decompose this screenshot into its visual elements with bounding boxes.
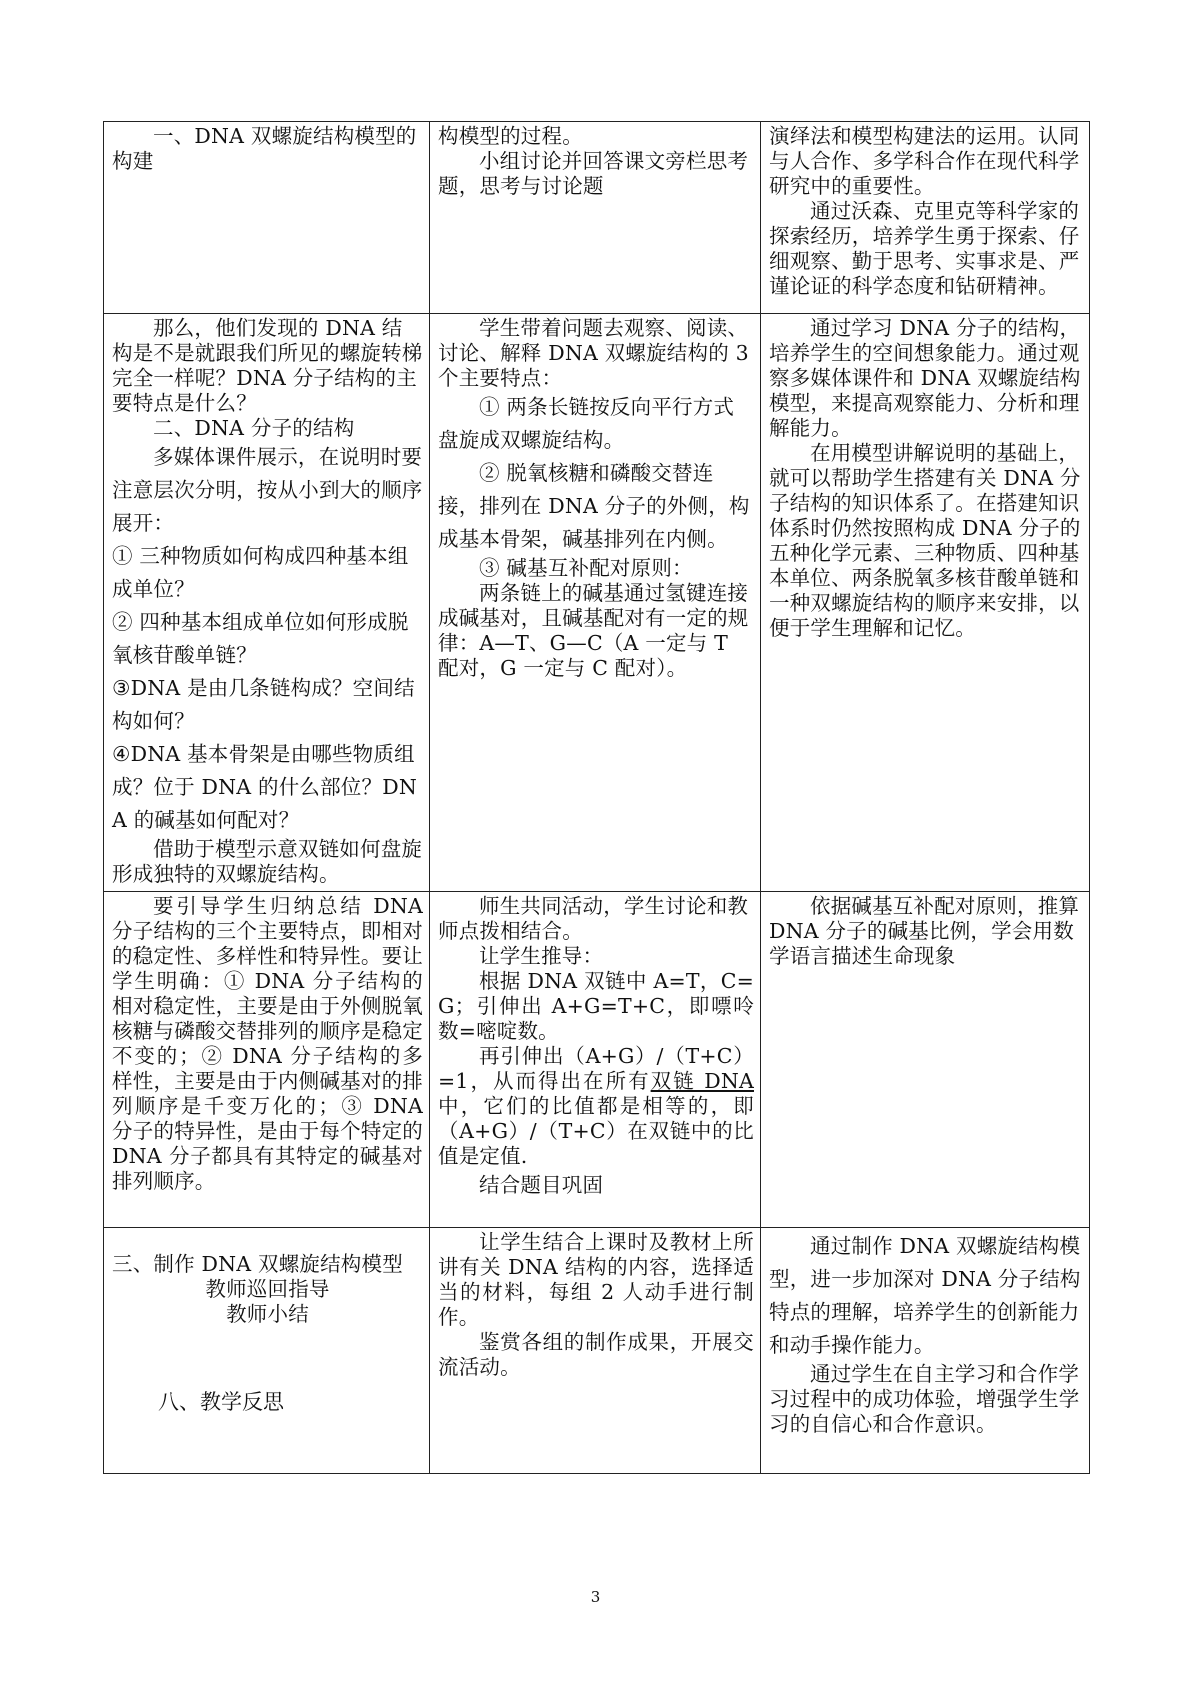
cell-paragraph: 构模型的过程。: [438, 124, 583, 148]
page-number: 3: [590, 1588, 601, 1606]
table-cell-teacher-activity: [104, 122, 430, 314]
cell-paragraph: 二、DNA 分子的结构: [153, 416, 355, 440]
cell-paragraph: 要引导学生归纳总结 DNA 分子结构的三个主要特点，即相对的稳定性、多样性和特异性。要让学生明确：① DNA 分子结构的相对稳定性，主要是由于外侧脱氧核糖与磷酸交替排列的顺序是稳定不变的；② DNA 分子结构的多样性，主要是由于内侧碱基对的排列顺序是千变万化的；③ DNA 分子的特异性，是由于每个特定的 DNA 分子都具有其特定的碱基对排列顺序。: [112, 894, 423, 1193]
table-row: [104, 314, 1090, 892]
table-cell-teacher-activity: [104, 892, 430, 1228]
cell-paragraph: 结合题目巩固: [479, 1173, 604, 1197]
cell-paragraph: 通过学习 DNA 分子的结构，培养学生的空间想象能力。通过观察多媒体课件和 DNA 双螺旋结构模型，来提高观察能力、分析和理解能力。: [769, 316, 1081, 440]
cell-paragraph: 演绎法和模型构建法的运用。认同与人合作、多学科合作在现代科学研究中的重要性。: [769, 124, 1080, 198]
cell-paragraph: 依据碱基互补配对原则，推算 DNA 分子的碱基比例，学会用数学语言描述生命现象: [769, 894, 1080, 968]
underlined-term: 双链 DNA: [650, 1069, 754, 1093]
cell-paragraph: 一、DNA 双螺旋结构模型的构建: [112, 124, 417, 173]
cell-paragraph: 鉴赏各组的制作成果，开展交流活动。: [438, 1330, 754, 1379]
cell-paragraph: [438, 1044, 754, 1169]
table-cell-design-intent: [761, 892, 1090, 1228]
cell-paragraph: 小组讨论并回答课文旁栏思考题，思考与讨论题: [438, 149, 749, 198]
table-cell-student-activity: [430, 122, 761, 314]
table-cell-teacher-activity: [104, 314, 430, 892]
cell-paragraph: 两条链上的碱基通过氢键连接成碱基对，且碱基配对有一定的规律：A—T、G—C（A 一定与 T 配对，G 一定与 C 配对）。: [438, 581, 749, 680]
table-row: [104, 122, 1090, 314]
cell-paragraph: ④DNA 基本骨架是由哪些物质组成？位于 DNA 的什么部位？DNA 的碱基如何配对？: [112, 742, 417, 832]
lesson-plan-table: [103, 121, 1090, 1474]
cell-paragraph: 教师小结: [226, 1302, 309, 1326]
table-cell-student-activity: [430, 1228, 761, 1474]
cell-paragraph: ② 脱氧核糖和磷酸交替连接，排列在 DNA 分子的外侧，构成基本骨架，碱基排列在内侧。: [438, 461, 750, 551]
text-run: 中，它们的比值都是相等的，即（A+G）/（T+C）在双链中的比值是定值.: [438, 1094, 754, 1168]
cell-paragraph: 通过学生在自主学习和合作学习过程中的成功体验，增强学生学习的自信心和合作意识。: [769, 1362, 1080, 1436]
table-cell-student-activity: [430, 314, 761, 892]
cell-paragraph: 借助于模型示意双链如何盘旋形成独特的双螺旋结构。: [112, 837, 423, 886]
table-cell-design-intent: [761, 1228, 1090, 1474]
cell-paragraph: 学生带着问题去观察、阅读、讨论、解释 DNA 双螺旋结构的 3 个主要特点：: [438, 316, 749, 390]
cell-paragraph: 三、制作 DNA 双螺旋结构模型: [112, 1252, 403, 1276]
cell-paragraph: 教师巡回指导: [205, 1277, 330, 1301]
cell-paragraph: ② 四种基本组成单位如何形成脱氧核苷酸单链？: [112, 610, 409, 667]
cell-paragraph: ① 两条长链按反向平行方式盘旋成双螺旋结构。: [438, 395, 735, 452]
cell-paragraph: 让学生结合上课时及教材上所讲有关 DNA 结构的内容，选择适当的材料，每组 2 人动手进行制作。: [438, 1230, 754, 1329]
table-row: [104, 892, 1090, 1228]
cell-paragraph: 多媒体课件展示，在说明时要注意层次分明，按从小到大的顺序展开：: [112, 445, 423, 535]
section-heading-reflection: 八、教学反思: [158, 1390, 284, 1414]
cell-paragraph: 那么，他们发现的 DNA 结构是不是就跟我们所见的螺旋转梯完全一样呢？DNA 分子结构的主要特点是什么？: [112, 316, 423, 415]
cell-paragraph: 让学生推导：: [479, 944, 604, 968]
cell-paragraph: ③DNA 是由几条链构成？空间结构如何？: [112, 676, 415, 733]
cell-paragraph: 通过沃森、克里克等科学家的探索经历，培养学生勇于探索、仔细观察、勤于思考、实事求是、严谨论证的科学态度和钻研精神。: [769, 199, 1080, 298]
cell-paragraph: 通过制作 DNA 双螺旋结构模型，进一步加深对 DNA 分子结构特点的理解，培养学生的创新能力和动手操作能力。: [769, 1234, 1081, 1357]
cell-paragraph: 师生共同活动，学生讨论和教师点拨相结合。: [438, 894, 749, 943]
cell-paragraph: 根据 DNA 双链中 A=T，C=G；引伸出 A+G=T+C，即嘌呤数=嘧啶数。: [438, 969, 754, 1043]
text-run: 再引伸出（A+G）/（T+C）=1，从而得出在所有: [438, 1044, 754, 1093]
table-cell-teacher-activity: [104, 1228, 430, 1474]
table-cell-design-intent: [761, 314, 1090, 892]
table-cell-design-intent: [761, 122, 1090, 314]
table-cell-student-activity: [430, 892, 761, 1228]
cell-paragraph: 在用模型讲解说明的基础上，就可以帮助学生搭建有关 DNA 分子结构的知识体系了。在搭建知识体系时仍然按照构成 DNA 分子的五种化学元素、三种物质、四种基本单位、两条脱氧多核苷酸单链和一种双螺旋结构的顺序来安排，以便于学生理解和记忆。: [769, 441, 1081, 640]
cell-paragraph: ① 三种物质如何构成四种基本组成单位？: [112, 544, 409, 601]
cell-paragraph: ③ 碱基互补配对原则：: [479, 556, 693, 580]
table-row: [104, 1228, 1090, 1474]
